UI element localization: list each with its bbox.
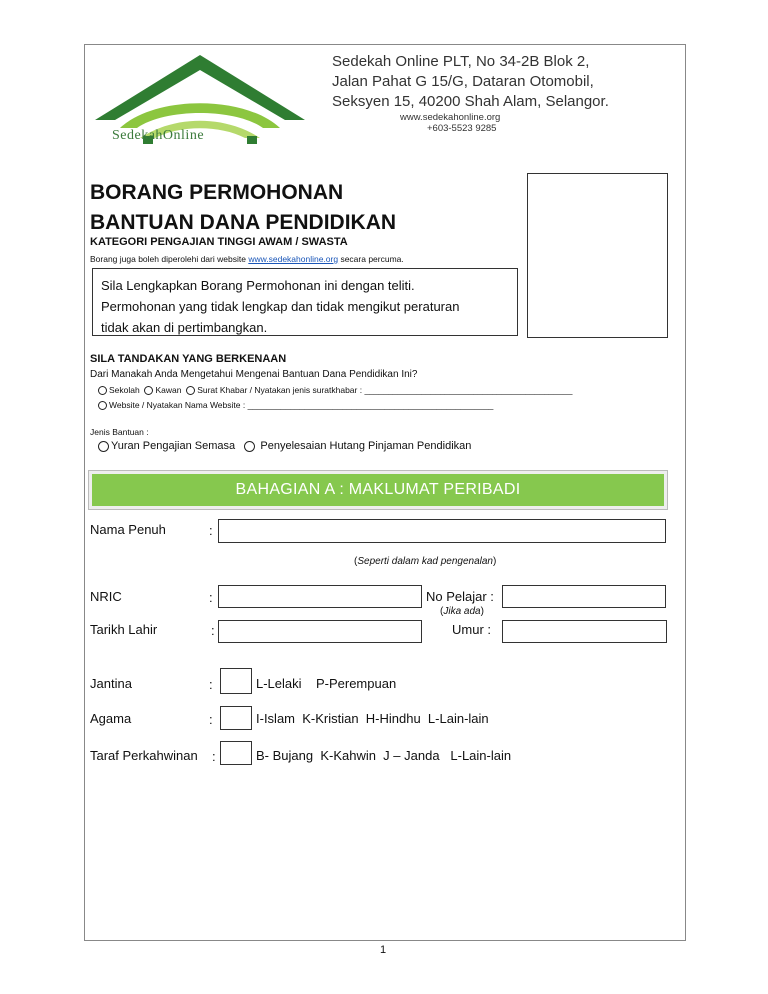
taraf-colon: : — [212, 749, 216, 764]
source-options-row-2 — [98, 400, 493, 410]
nric-colon: : — [209, 590, 213, 605]
radio-yuran[interactable] — [98, 441, 109, 452]
form-title-line-2: BANTUAN DANA PENDIDIKAN — [90, 211, 397, 234]
note-prefix: Borang juga boleh diperolehi dari website — [90, 254, 249, 264]
instruction-line-1: Sila Lengkapkan Borang Permohonan ini dengan teliti. — [101, 278, 415, 293]
radio-website[interactable] — [98, 401, 107, 410]
form-title — [90, 178, 396, 238]
header-website: www.sedekahonline.org — [400, 112, 501, 123]
umur-field[interactable] — [502, 620, 667, 643]
label-hutang: Penyelesaian Hutang Pinjaman Pendidikan — [260, 440, 472, 452]
aid-type-options — [98, 440, 471, 452]
nama-label: Nama Penuh — [90, 522, 166, 537]
nama-hint-open: ( — [354, 556, 358, 567]
radio-surat-khabar[interactable] — [186, 386, 195, 395]
taraf-label: Taraf Perkahwinan — [90, 748, 198, 763]
radio-kawan[interactable] — [144, 386, 153, 395]
address-line-2: Jalan Pahat G 15/G, Dataran Otomobil, — [332, 73, 594, 90]
aid-type-label: Jenis Bantuan : — [90, 427, 149, 437]
logo-text: SedekahOnline — [112, 128, 205, 143]
page-number: 1 — [380, 944, 387, 956]
address-line-3: Seksyen 15, 40200 Shah Alam, Selangor. — [332, 93, 609, 110]
label-website: Website / Nyatakan Nama Website : ____________________________________________________ — [109, 400, 494, 410]
nama-field[interactable] — [218, 519, 666, 543]
pelajar-hint-open: ( — [440, 606, 444, 617]
instruction-line-2: Permohonan yang tidak lengkap dan tidak mengikut peraturan — [101, 299, 460, 314]
nric-label: NRIC — [90, 589, 122, 604]
header-phone: +603-5523 9285 — [427, 123, 497, 134]
nama-hint-close: ) — [493, 556, 497, 567]
form-download-note — [90, 254, 404, 264]
nama-hint-text: Seperti dalam kad pengenalan — [357, 556, 493, 567]
lahir-label: Tarikh Lahir — [90, 622, 158, 637]
label-kawan: Kawan — [155, 385, 182, 395]
lahir-field[interactable] — [218, 620, 422, 643]
pelajar-hint — [440, 606, 484, 617]
agama-options: I-Islam K-Kristian H-Hindhu L-Lain-lain — [256, 711, 489, 726]
nric-field[interactable] — [218, 585, 422, 608]
pelajar-label: No Pelajar : — [426, 589, 494, 604]
address-line-1: Sedekah Online PLT, No 34-2B Blok 2, — [332, 53, 590, 70]
website-link[interactable]: www.sedekahonline.org — [248, 254, 339, 264]
jantina-options: L-Lelaki P-Perempuan — [256, 676, 397, 691]
form-title-line-1: BORANG PERMOHONAN — [90, 181, 344, 204]
agama-box[interactable] — [220, 706, 252, 730]
label-sekolah: Sekolah — [109, 385, 140, 395]
source-options-row-1 — [98, 385, 572, 395]
jantina-box[interactable] — [220, 668, 252, 694]
umur-label: Umur : — [452, 622, 491, 637]
taraf-box[interactable] — [220, 741, 252, 765]
taraf-options: B- Bujang K-Kahwin J – Janda L-Lain-lain — [256, 748, 512, 763]
note-suffix: secara percuma. — [338, 254, 404, 264]
nama-hint — [354, 556, 496, 567]
form-category: KATEGORI PENGAJIAN TINGGI AWAM / SWASTA — [90, 236, 348, 248]
jantina-colon: : — [209, 677, 213, 692]
jantina-label: Jantina — [90, 676, 132, 691]
agama-colon: : — [209, 712, 213, 727]
pelajar-hint-text: Jika ada — [443, 606, 481, 617]
lahir-colon: : — [211, 623, 215, 638]
radio-sekolah[interactable] — [98, 386, 107, 395]
label-surat-khabar: Surat Khabar / Nyatakan jenis suratkhabar : ____________________________________________ — [197, 385, 573, 395]
label-yuran: Yuran Pengajian Semasa — [111, 440, 236, 452]
organization-address — [332, 52, 609, 134]
pelajar-hint-close: ) — [480, 606, 484, 617]
instruction-line-3: tidak akan di pertimbangkan. — [101, 320, 268, 335]
tick-section-heading: SILA TANDAKAN YANG BERKENAAN — [90, 353, 287, 365]
source-question: Dari Manakah Anda Mengetahui Mengenai Bantuan Dana Pendidikan Ini? — [90, 369, 418, 380]
nama-colon: : — [209, 523, 213, 538]
section-a-banner: BAHAGIAN A : MAKLUMAT PERIBADI — [92, 474, 664, 506]
photo-box — [527, 173, 668, 338]
agama-label: Agama — [90, 711, 132, 726]
radio-hutang[interactable] — [244, 441, 255, 452]
instruction-box — [92, 268, 518, 336]
pelajar-field[interactable] — [502, 585, 666, 608]
